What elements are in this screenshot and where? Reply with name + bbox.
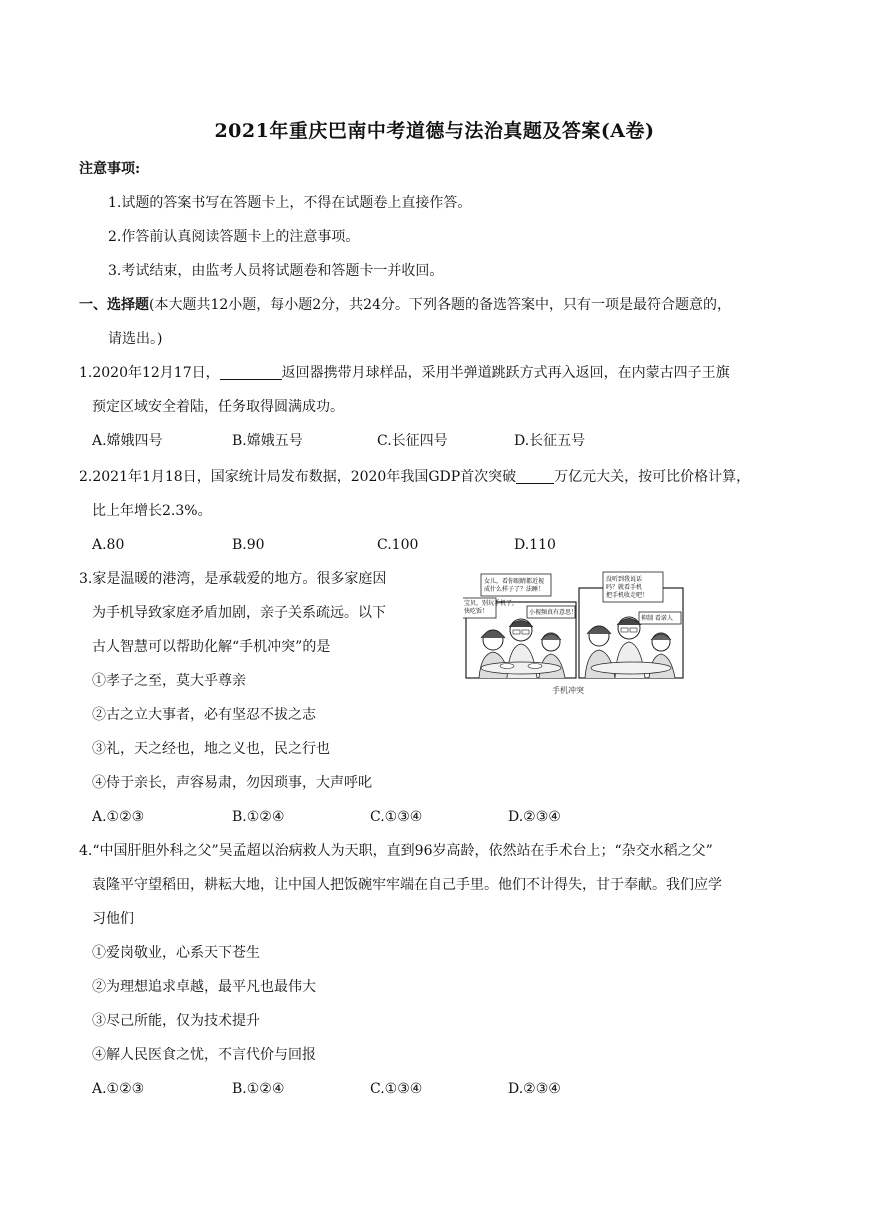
option-b: B.90	[232, 537, 265, 553]
option-a: A.嫦娥四号	[92, 433, 163, 449]
statement-item: ④解人民医食之忧，不言代价与回报	[92, 1047, 316, 1063]
statement-item: ②古之立大事者，必有坚忍不拔之志	[92, 707, 316, 723]
speech-bubble-text: 成什么样子了？法睡！	[484, 586, 545, 593]
speech-bubble-text: 女儿，看你眼睛都近视	[484, 578, 545, 585]
question-text-cont: 袁隆平守望稻田，耕耘大地，让中国人把饭碗牢牢端在自己手里。他们不计得失，甘于奉献。我们应学	[92, 877, 722, 893]
question-1	[79, 364, 730, 382]
option-c: C.长征四号	[377, 433, 448, 449]
speech-bubble-text: 抑制 看诺人	[641, 615, 673, 622]
notice-item: 1.试题的答案书写在答题卡上，不得在试题卷上直接作答。	[108, 195, 472, 211]
answer-blank	[516, 469, 554, 484]
section-description: (本大题共12小题，每小题2分，共24分。下列各题的备选答案中，只有一项是最符合题意的，	[149, 297, 731, 313]
speech-bubble-text: 把手机收走吧！	[606, 592, 649, 599]
option-b: B.嫦娥五号	[232, 433, 303, 449]
speech-bubble-text: 小视频真有意思！	[529, 609, 578, 616]
question-text-cont: 预定区域安全着陆，任务取得圆满成功。	[92, 399, 344, 415]
statement-item: ②为理想追求卓越，最平凡也最伟大	[92, 979, 316, 995]
option-c: C.①③④	[370, 809, 423, 825]
statement-item: ③礼，天之经也，地之义也，民之行也	[92, 741, 330, 757]
option-a: A.①②③	[92, 809, 145, 825]
option-a: A.80	[92, 537, 125, 553]
option-d: D.长征五号	[514, 433, 586, 449]
question-text: 返回器携带月球样品，采用半弹道跳跃方式再入返回，在内蒙古四子王旗	[281, 365, 730, 381]
statement-item: ①孝子之至，莫大乎尊亲	[92, 673, 246, 689]
question-3: 3.家是温暖的港湾，是承载爱的地方。很多家庭因	[79, 571, 387, 587]
speech-bubble-text: 没听到我说话	[606, 576, 643, 583]
comic-caption: 手机冲突	[552, 686, 584, 695]
option-d: D.②③④	[508, 1081, 561, 1097]
section-description-cont: 请选出。)	[108, 331, 163, 347]
answer-blank	[220, 365, 282, 380]
option-b: B.①②④	[232, 809, 285, 825]
question-text-cont: 古人智慧可以帮助化解“手机冲突”的是	[92, 639, 331, 655]
option-b: B.①②④	[232, 1081, 285, 1097]
option-c: C.100	[377, 537, 419, 553]
question-text-cont: 习他们	[92, 911, 134, 927]
phone-conflict-comic	[463, 570, 685, 682]
option-a: A.①②③	[92, 1081, 145, 1097]
question-2	[79, 468, 750, 486]
question-4: 4.“中国肝胆外科之父”吴孟超以治病救人为天职，直到96岁高龄，依然站在手术台上；“杂交水稻之父”	[79, 843, 713, 859]
notice-item: 3.考试结束，由监考人员将试题卷和答题卡一并收回。	[108, 263, 444, 279]
speech-bubble-text: 快吃饭！	[464, 608, 489, 615]
section-heading	[79, 296, 731, 314]
option-c: C.①③④	[370, 1081, 423, 1097]
notice-heading: 注意事项:	[79, 161, 141, 177]
question-text: 1.2020年12月17日，	[79, 365, 220, 381]
question-text-cont: 为手机导致家庭矛盾加剧，亲子关系疏远。以下	[92, 605, 386, 621]
section-label: 一、选择题	[79, 297, 149, 313]
speech-bubble-text: 宝贝，别玩手机了，	[464, 600, 519, 607]
page-title: 2021年重庆巴南中考道德与法治真题及答案(A卷)	[214, 120, 655, 142]
speech-bubble-text: 吗？就看手机	[606, 584, 643, 591]
statement-item: ①爱岗敬业，心系天下苍生	[92, 945, 260, 961]
option-d: D.②③④	[508, 809, 561, 825]
notice-item: 2.作答前认真阅读答题卡上的注意事项。	[108, 229, 360, 245]
statement-item: ④侍于亲长，声容易肃，勿因琐事，大声呼叱	[92, 775, 372, 791]
statement-item: ③尽己所能，仅为技术提升	[92, 1013, 260, 1029]
question-text-cont: 比上年增长2.3%。	[92, 503, 212, 519]
question-text: 2.2021年1月18日，国家统计局发布数据，2020年我国GDP首次突破	[79, 469, 517, 485]
question-text: 万亿元大关，按可比价格计算，	[554, 469, 751, 485]
option-d: D.110	[514, 537, 556, 553]
